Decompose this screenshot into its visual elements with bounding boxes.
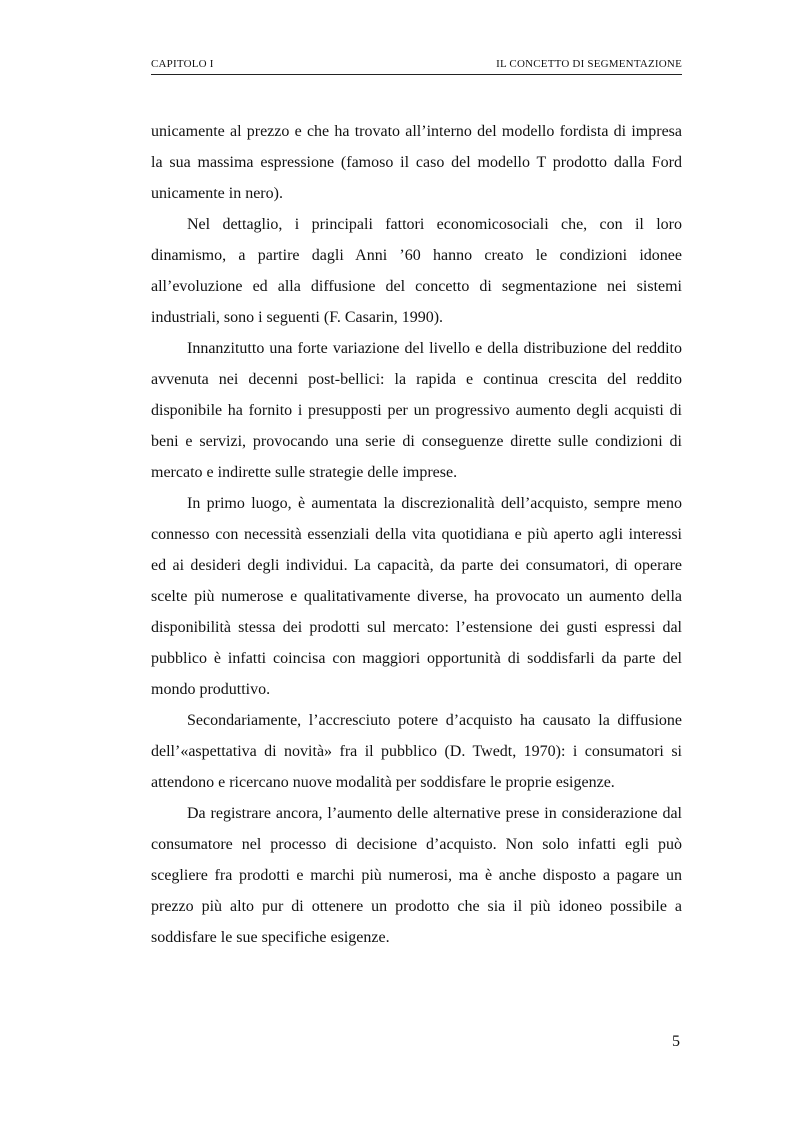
paragraph: Innanzitutto una forte variazione del livello e della distribuzione del reddito avvenuta nei decenni post-bellici: la rapida e continua crescita del reddito disponibile ha fornito i presupposti per un progressivo aumento degli acquisti di beni e servizi, provocando una serie di conseguenze dirette sulle condizioni di mercato e indirette sulle strategie delle imprese. xyxy=(151,340,682,481)
paragraph: In primo luogo, è aumentata la discrezionalità dell’acquisto, sempre meno connesso con necessità essenziali della vita quotidiana e più aperto agli interessi ed ai desideri degli individui. La capacità, da parte dei consumatori, di operare scelte più numerose e qualitativamente diverse, ha provocato un aumento della disponibilità stessa dei prodotti sul mercato: l’estensione dei gusti espressi dal pubblico è infatti coincisa con maggiori opportunità di soddisfarli da parte del mondo produttivo. xyxy=(151,495,682,698)
paragraph: Nel dettaglio, i principali fattori economicosociali che, con il loro dinamismo, a partire dagli Anni ’60 hanno creato le condizioni idonee all’evoluzione ed alla diffusione del concetto di segmentazione nei sistemi industriali, sono i seguenti (F. Casarin, 1990). xyxy=(151,216,682,326)
body-text xyxy=(151,116,682,953)
paragraph: unicamente al prezzo e che ha trovato all’interno del modello fordista di impresa la sua massima espressione (famoso il caso del modello T prodotto dalla Ford unicamente in nero). xyxy=(151,123,682,202)
paragraph: Secondariamente, l’accresciuto potere d’acquisto ha causato la diffusione dell’«aspettativa di novità» fra il pubblico (D. Twedt, 1970): i consumatori si attendono e ricercano nuove modalità per soddisfare le proprie esigenze. xyxy=(151,712,682,791)
paragraph: Da registrare ancora, l’aumento delle alternative prese in considerazione dal consumatore nel processo di decisione d’acquisto. Non solo infatti egli può scegliere fra prodotti e marchi più numerosi, ma è anche disposto a pagare un prezzo più alto pur di ottenere un prodotto che sia il più idoneo possibile a soddisfare le sue specifiche esigenze. xyxy=(151,805,682,946)
page-number: 5 xyxy=(672,1033,680,1050)
running-header xyxy=(151,54,682,75)
section-title: IL CONCETTO DI SEGMENTAZIONE xyxy=(496,58,682,70)
chapter-label: CAPITOLO I xyxy=(151,58,214,70)
